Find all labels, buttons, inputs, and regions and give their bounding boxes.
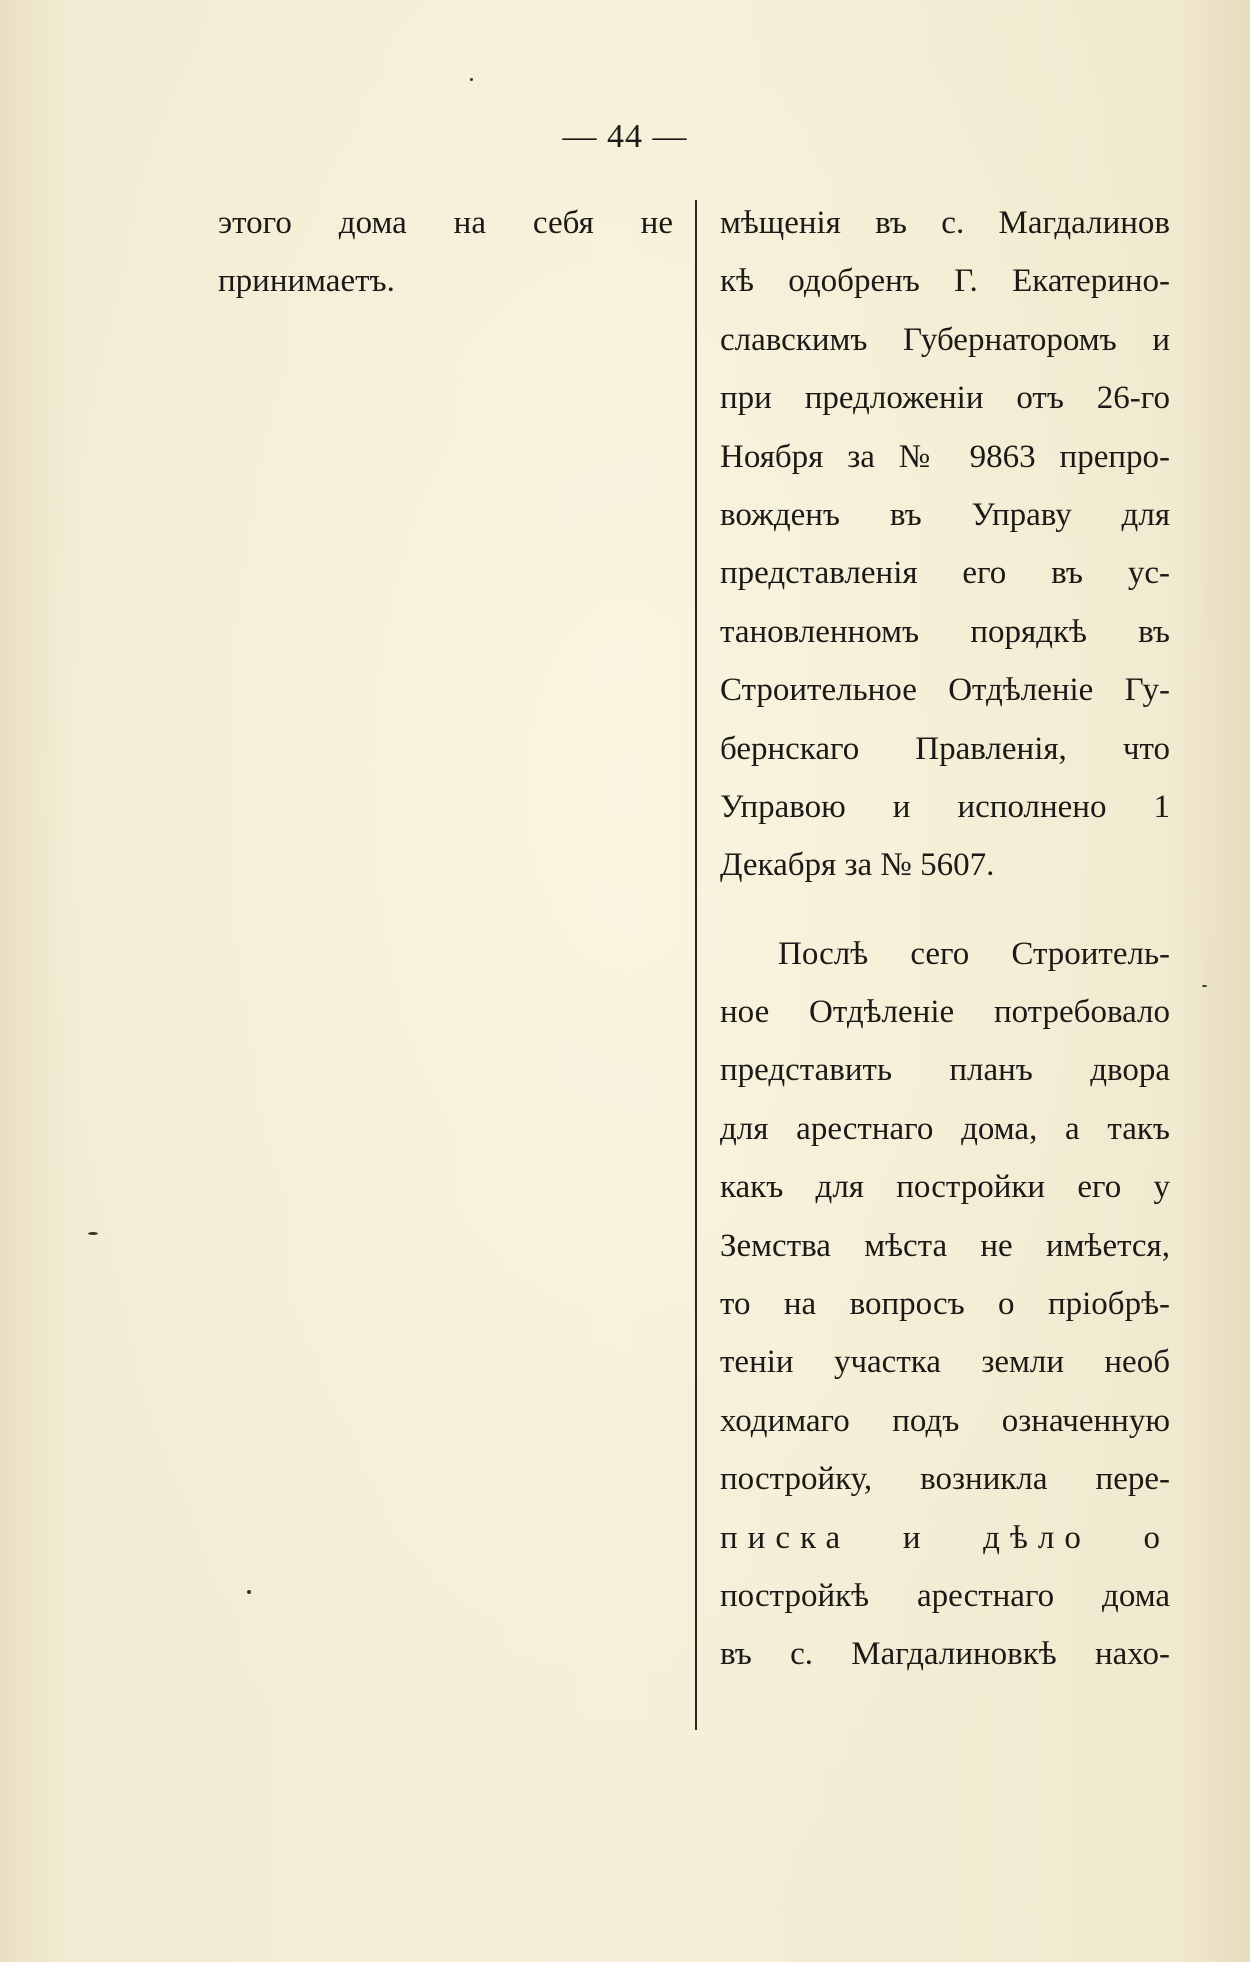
- text-line: Декабря за № 5607.: [720, 847, 995, 884]
- text-line: въ с. Магдалиновкѣ нахо-: [720, 1636, 1170, 1673]
- text-line: кѣ одобренъ Г. Екатерино-: [720, 263, 1170, 300]
- text-line: славскимъ Губернаторомъ и: [720, 321, 1170, 358]
- text-line: то на вопросъ о пріобрѣ-: [720, 1286, 1170, 1323]
- text-line: постройкѣ арестнаго дома: [720, 1577, 1170, 1614]
- text-line: принимаетъ.: [218, 263, 395, 300]
- column-divider: [695, 200, 697, 1730]
- text-line: тановленномъ порядкѣ въ: [720, 613, 1170, 650]
- page-number: — 44 —: [562, 118, 688, 155]
- text-line: представленія его въ ус-: [720, 555, 1170, 592]
- right-column: [720, 194, 1170, 1684]
- text-line: Ноября за № 9863 препро-: [720, 438, 1170, 475]
- ink-speck: [470, 78, 473, 81]
- text-line: какъ для постройки его у: [720, 1169, 1170, 1206]
- text-line: ное Отдѣленіе потребовало: [720, 994, 1170, 1031]
- text-line: для арестнаго дома, а такъ: [720, 1110, 1170, 1147]
- text-line: теніи участка земли необ: [720, 1344, 1170, 1381]
- text-line: постройку, возникла пере-: [720, 1461, 1170, 1498]
- text-line: Управою и исполнено 1: [720, 788, 1170, 825]
- text-line: ходимаго подъ означенную: [720, 1402, 1170, 1439]
- text-line: при предложеніи отъ 26-го: [720, 380, 1170, 417]
- text-line: этого дома на себя не: [218, 205, 673, 241]
- paragraph: [720, 194, 1170, 895]
- ink-speck: [88, 1232, 98, 1235]
- paragraph: [720, 925, 1170, 1684]
- text-line: писка и дѣло о: [720, 1519, 1170, 1556]
- ink-speck: [1202, 985, 1207, 987]
- text-line: мѣщенія въ с. Магдалинов: [720, 205, 1170, 241]
- text-line: бернскаго Правленія, что: [720, 730, 1170, 767]
- left-column: [218, 194, 673, 311]
- text-line: Послѣ сего Строитель-: [778, 935, 1170, 972]
- ink-speck: [247, 1590, 251, 1594]
- text-line: представить планъ двора: [720, 1052, 1170, 1089]
- text-line: вожденъ въ Управу для: [720, 496, 1170, 533]
- text-line: Строительное Отдѣленіе Гу-: [720, 672, 1170, 709]
- text-line: Земства мѣста не имѣется,: [720, 1227, 1170, 1264]
- paragraph-spacing: [720, 895, 1170, 925]
